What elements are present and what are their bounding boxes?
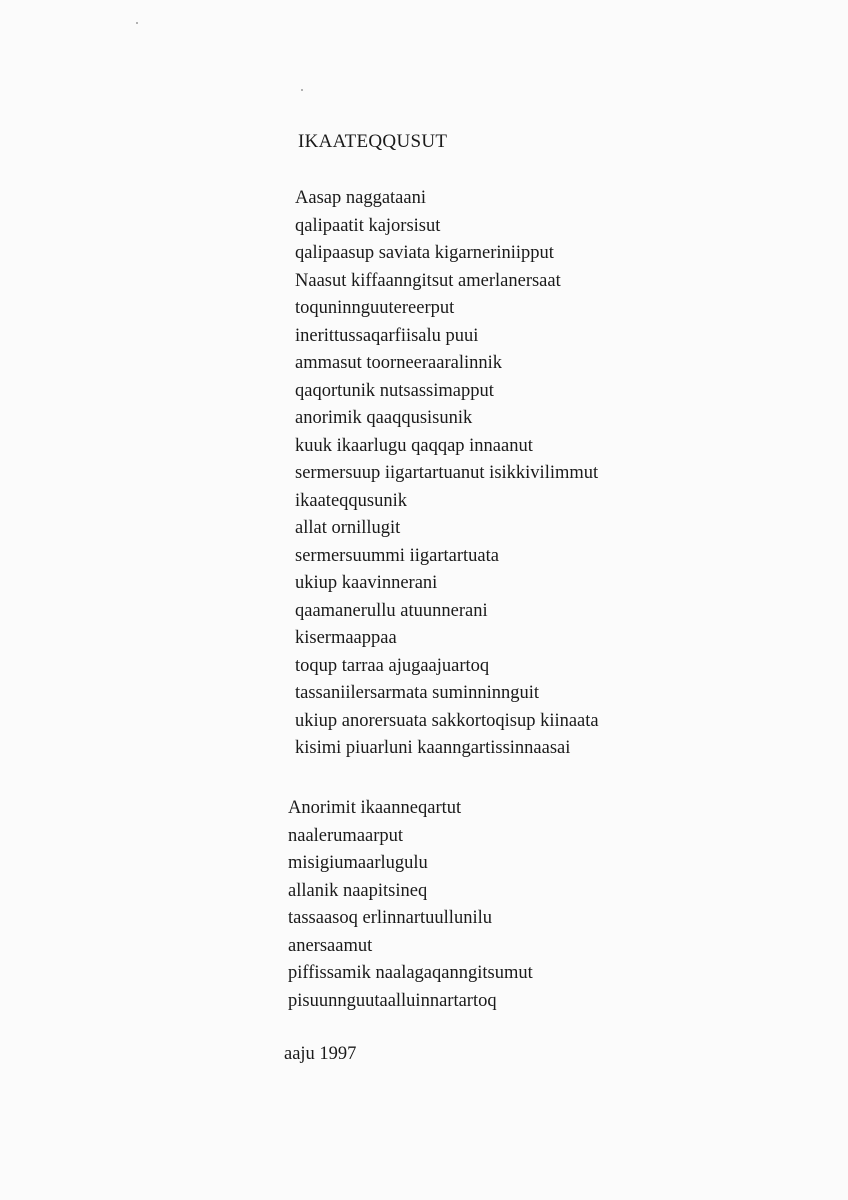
scan-speck [301,89,303,91]
poem-line: allat ornillugit [295,518,401,538]
poem-line: inerittussaqarfiisalu puui [295,325,479,346]
poem-line: ukiup kaavinnerani [295,573,438,593]
poem-line: toqup tarraa ajugaajuartoq [295,655,490,676]
poem-line: ukiup anorersuata sakkortoqisup kiinaata [295,710,599,731]
poem-line: ikaateqqusunik [295,490,408,511]
poem-date: aaju 1997 [284,1044,357,1064]
poem-line: sermersuummi iigartartuata [295,545,499,566]
poem-title: IKAATEQQUSUT [298,131,448,152]
poem-line: ammasut toorneeraaralinnik [295,353,503,373]
poem-line: sermersuup iigartartuanut isikkivilimmut [295,463,599,483]
poem-line: piffissamik naalagaqanngitsumut [288,963,533,983]
poem-line: Naasut kiffaanngitsut amerlanersaat [295,270,561,291]
poem-line: kuuk ikaarlugu qaqqap innaanut [295,435,533,456]
poem-line: Anorimit ikaanneqartut [288,798,462,818]
poem-line: anorimik qaaqqusisunik [295,408,473,428]
poem-line: anersaamut [288,935,373,956]
stanza-1 [295,185,599,763]
poem-line: qalipaatit kajorsisut [295,215,441,236]
poem-line: pisuunnguutaalluinnartartoq [288,990,497,1011]
poem-line: Aasap naggataani [295,188,426,208]
poem-line: qalipaasup saviata kigarneriniipput [295,243,554,263]
poem-line: tassaniilersarmata suminninnguit [295,683,540,703]
stanza-2 [288,795,533,1015]
poem-line: kisimi piuarluni kaanngartissinnaasai [295,738,571,758]
poem-line: qaamanerullu atuunnerani [295,600,488,621]
poem-line: allanik naapitsineq [288,880,428,901]
scan-speck [136,22,138,24]
poem-line: naalerumaarput [288,825,404,846]
poem-line: toquninnguutereerput [295,298,455,318]
poem-line: tassaasoq erlinnartuullunilu [288,908,492,928]
poem-line: qaqortunik nutsassimapput [295,380,494,401]
poem-line: misigiumaarlugulu [288,853,428,873]
poem-line: kisermaappaa [295,628,397,648]
